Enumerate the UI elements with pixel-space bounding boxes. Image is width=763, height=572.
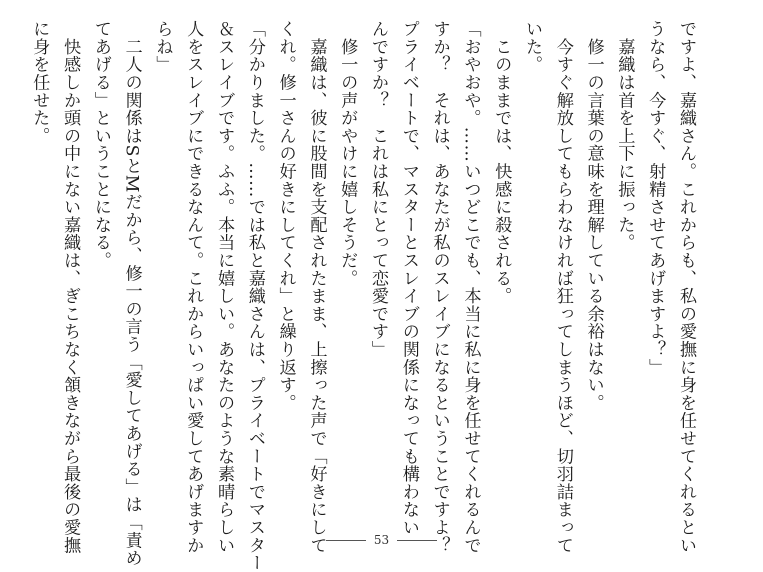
text-line: 「おやおや。……いつどこでも、本当に私に身を任せてくれるんで	[460, 20, 481, 554]
text-line: ＆スレイブです。ふふ。本当に嬉しい。あなたのような素晴らしい	[214, 20, 235, 554]
text-line: 嘉織は、彼に股間を支配されたまま、上擦った声で「好きにして	[306, 20, 327, 554]
text-line: ですよ、嘉織さん。これからも、私の愛撫に身を任せてくれるとい	[676, 20, 696, 554]
text-line: 二人の関係はSとMだから、修一の言う「愛してあげる」は「責め	[121, 20, 142, 567]
text-line: このままでは、快感に殺される。	[491, 20, 512, 305]
footer-rule-right	[397, 540, 437, 541]
text-line: すか？ それは、あなたが私のスレイブになるということですよ？	[429, 20, 450, 554]
text-line: プライベートで、マスターとスレイブの関係になっても構わない	[398, 20, 419, 537]
text-line: 嘉織は首を上下に振った。	[614, 20, 635, 252]
text-line: くれ。修一さんの好きにしてくれ」と繰り返す。	[275, 20, 296, 412]
text-line: いた。	[522, 20, 543, 74]
page-footer	[0, 530, 763, 550]
page-number: 53	[373, 533, 390, 547]
text-line: 今すぐ解放してもらわなければ狂ってしまうほど、切羽詰まって	[552, 20, 573, 554]
text-line: 修一の声がやけに嬉しそうだ。	[337, 20, 358, 287]
text-line: に身を任せた。	[29, 20, 50, 145]
footer-rule-left	[326, 540, 366, 541]
text-line: らね」	[152, 20, 173, 74]
text-line: んですか？ これは私にとって恋愛です」	[368, 20, 389, 359]
text-line: うなら、今すぐ、射精させてあげますよ？」	[645, 20, 666, 376]
text-line: 快感しか頭の中にない嘉織は、ぎこちなく頷きながら最後の愛撫	[60, 20, 81, 554]
text-line: 人をスレイブにできるなんて。これからいっぱい愛してあげますか	[183, 20, 204, 554]
text-line: 修一の言葉の意味を理解している余裕はない。	[583, 20, 604, 412]
text-line: てあげる」ということになる。	[90, 20, 111, 270]
text-line: 「分かりました。……では私と嘉織さんは、プライベートでマスター	[244, 20, 265, 572]
